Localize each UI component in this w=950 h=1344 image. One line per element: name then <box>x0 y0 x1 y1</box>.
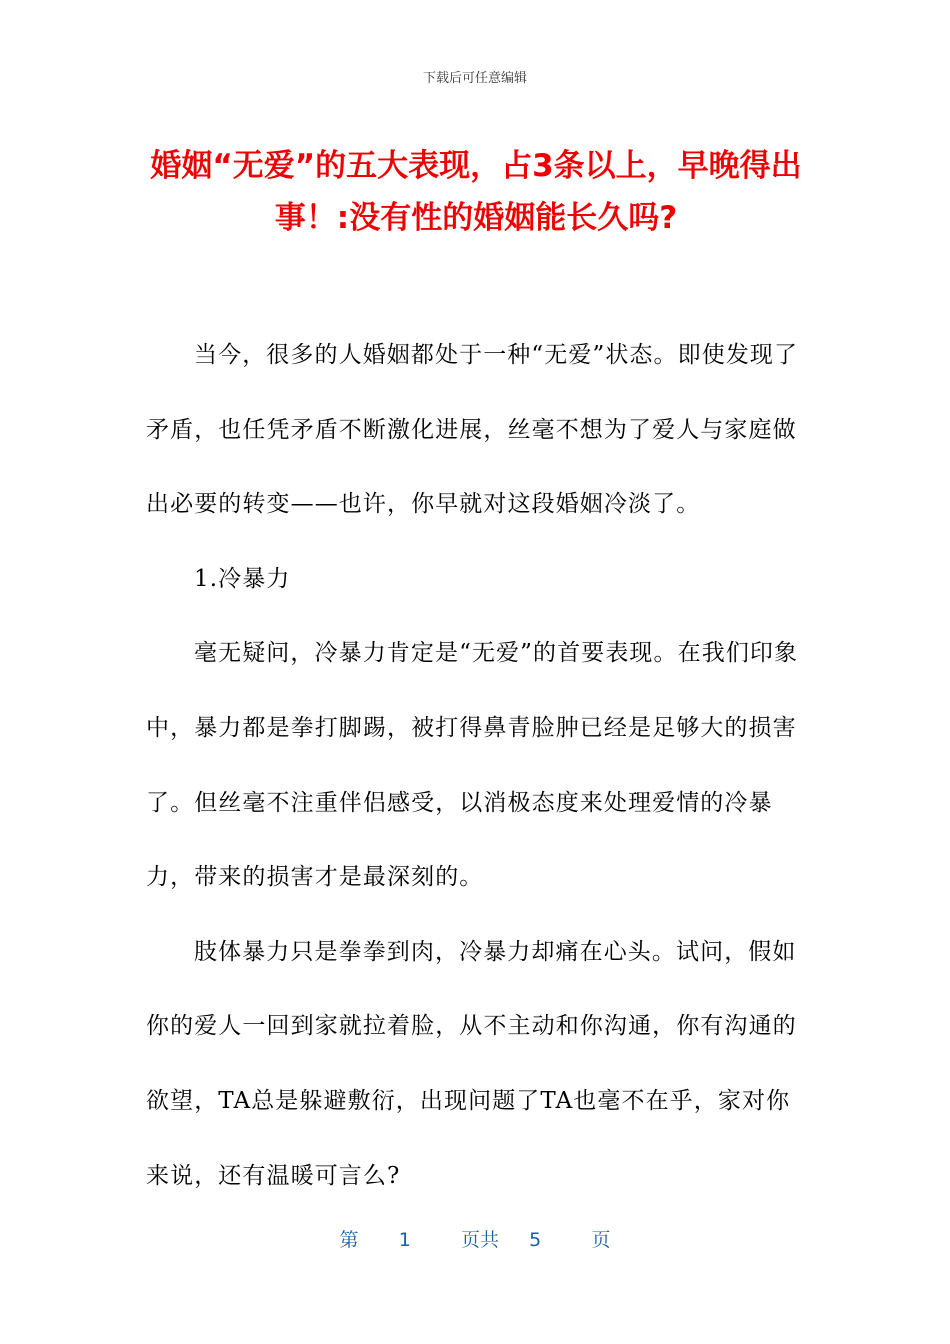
paragraph-cold-violence-1: 毫无疑问，冷暴力肯定是“无爱”的首要表现。在我们印象中，暴力都是拳打脚踢，被打得鼻青脸肿已经是足够大的损害了。但丝毫不注重伴侣感受，以消极态度来处理爱情的冷暴力，带来的损害才是最深刻的。 <box>146 640 799 891</box>
section-heading-cold-violence: 1.冷暴力 <box>194 565 291 592</box>
page-footer <box>0 1225 950 1252</box>
header-note: 下载后可任意编辑 <box>422 71 527 86</box>
paragraph-cold-violence-2: 肢体暴力只是拳拳到肉，冷暴力却痛在心头。试问，假如你的爱人一回到家就拉着脸，从不主动和你沟通，你有沟通的欲望，TA总是躲避敷衍，出现问题了TA也毫不在乎，家对你来说，还有温暖可言么? <box>146 938 797 1189</box>
footer-mid: 页共 <box>461 1229 500 1251</box>
document-title: 婚姻“无爱”的五大表现，占3条以上，早晚得出事！:没有性的婚姻能长久吗? <box>150 148 802 236</box>
footer-total-pages: 5 <box>529 1229 542 1251</box>
paragraph-intro: 当今，很多的人婚姻都处于一种“无爱”状态。即使发现了矛盾，也任凭矛盾不断激化进展，丝毫不想为了爱人与家庭做出必要的转变——也许，你早就对这段婚姻冷淡了。 <box>146 342 799 518</box>
footer-page-number: 1 <box>398 1229 411 1251</box>
footer-suffix: 页 <box>591 1229 611 1251</box>
footer-prefix: 第 <box>339 1229 359 1251</box>
document-body <box>146 318 806 1213</box>
